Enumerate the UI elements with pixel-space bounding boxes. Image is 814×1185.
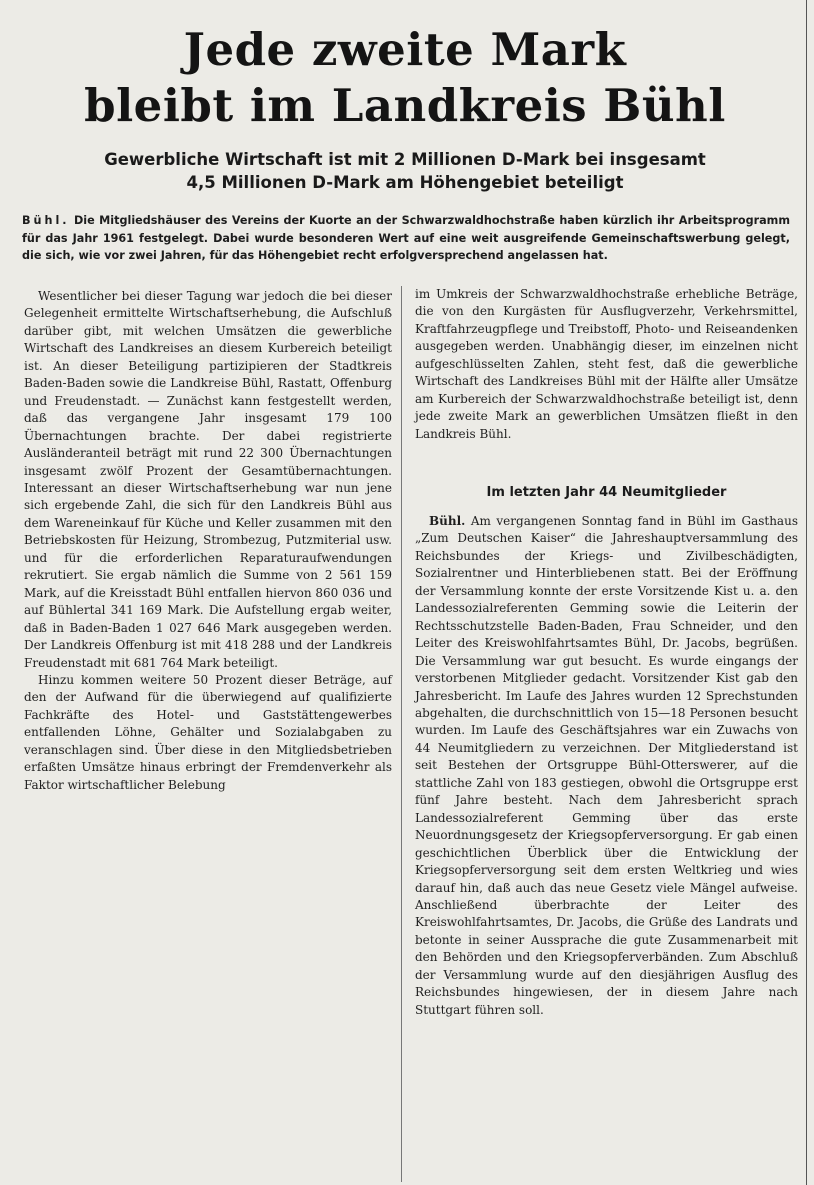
column-divider — [401, 286, 402, 1182]
article2-dateline: Bühl. — [429, 514, 466, 528]
headline-line-2: bleibt im Landkreis Bühl — [84, 79, 726, 132]
article2-text: Am vergangenen Sonntag fand in Bühl im Gasthaus „Zum Deutschen Kaiser“ die Jahreshauptversammlung des Reichsbundes der Kriegs- und Zivilbeschädigten, Sozialrentner und Hinterbliebenen statt. Bei der Eröffnung der Versammlung konnte der erste Vorsitzende Kist u. a. den Landessozialreferenten Gemming sowie die Leiterin der Rechtsschutzstelle Baden-Baden, Frau Schneider, und den Leiter des Kreiswohlfahrtsamtes Bühl, Dr. Jacobs, begrüßen. Die Versammlung war gut besucht. Es wurde eingangs der verstorbenen Mitglieder gedacht. Vorsitzender Kist gab den Jahresbericht. Im Laufe des Jahres wurden 12 Sprechstunden abgehalten, die durchschnittlich von 15—18 Personen besucht wurden. Im Laufe des Geschäftsjahres war ein Zuwachs von 44 Neumitgliedern zu verzeichnen. Der Mitgliederstand ist seit Bestehen der Ortsgruppe Bühl-Otterswerer, auf die stattliche Zahl von 183 gestiegen, obwohl die Ortsgruppe erst fünf Jahre besteht. Nach dem Jahresbericht sprach Landessozialreferent Gemming über das erste Neuordnungsgesetz der Kriegsopferversorgung. Er gab einen geschichtlichen Überblick über die Entwicklung der Kriegsopferversorgung seit dem ersten Weltkrieg und wies darauf hin, daß auch das neue Gesetz viele Mängel aufweise. Anschließend überbrachte der Leiter des Kreiswohlfahrtsamtes, Dr. Jacobs, die Grüße des Landrats und betonte in seiner Aussprache die gute Zusammenarbeit mit den Behörden und den Kriegsopferverbänden. Zum Abschluß der Versammlung wurde auf den diesjährigen Ausflug des Reichsbundes hingewiesen, der in diesem Jahre nach Stuttgart führen soll. — [415, 514, 798, 1017]
article1-paragraph-3: im Umkreis der Schwarzwaldhochstraße erhebliche Beträge, die von den Kurgästen für Ausflugverzehr, Verkehrsmittel, Kraftfahrzeugpflege und Treibstoff, Photo- und Reiseandenken ausgegeben werden. Unabhängig dieser, im einzelnen nicht aufgeschlüsselten Zahlen, steht fest, daß die gewerbliche Wirtschaft des Landkreises Bühl mit der Hälfte aller Umsätze am Kurbereich der Schwarzwaldhochstraße beteiligt ist, denn jede zweite Mark an gewerblichen Umsätzen fließt in den Landkreis Bühl. — [415, 287, 798, 441]
article1-paragraph-2: Hinzu kommen weitere 50 Prozent dieser Beträge, auf den der Aufwand für die überwiegend auf qualifizierte Fachkräfte des Hotel- und Gaststättengewerbes entfallenden Löhne, Gehälter und Sozialabgaben zu veranschlagen sind. Über diese in den Mitgliedsbetrieben erfaßten Umsätze hinaus erbringt der Fremdenverkehr als Faktor wirtschaftlicher Belebung — [24, 672, 392, 792]
article2-title: Im letzten Jahr 44 Neumitglieder — [486, 485, 727, 500]
headline — [20, 22, 790, 134]
lead-paragraph — [22, 212, 790, 265]
subheadline-line-1: Gewerbliche Wirtschaft ist mit 2 Millionen D-Mark bei insgesamt — [104, 150, 706, 169]
page-edge-rule — [806, 0, 807, 1185]
article1-paragraph-1: Wesentlicher bei dieser Tagung war jedoch die bei dieser Gelegenheit ermittelte Wirtschaftserhebung, die Aufschluß darüber gibt, mit welchen Umsätzen die gewerbliche Wirtschaft des Landkreises an diesem Kurbereich beteiligt ist. An dieser Beteiligung partizipieren der Stadtkreis Baden-Baden sowie die Landkreise Bühl, Rastatt, Offenburg und Freudenstadt. — Zunächst kann festgestellt werden, daß das vergangene Jahr insgesamt 179 100 Übernachtungen brachte. Der dabei registrierte Ausländeranteil beträgt mit rund 22 300 Übernachtungen insgesamt zwölf Prozent der Gesamtübernachtungen. Interessant an dieser Wirtschaftserhebung war nun jene sich ergebende Zahl, die sich für den Landkreis Bühl aus dem Wareneinkauf für Küche und Keller zusammen mit den Betriebskosten für Heizung, Strombezug, Putzmiterial usw. und für die erforderlichen Reparaturaufwendungen rekrutiert. Sie ergab nämlich die Summe von 2 561 159 Mark, auf die Kreisstadt Bühl entfallen hiervon 860 036 und auf Bühlertal 341 169 Mark. Die Aufstellung ergab weiter, daß in Baden-Baden 1 027 646 Mark ausgegeben werden. Der Landkreis Offenburg ist mit 418 288 und der Landkreis Freudenstadt mit 681 764 Mark beteiligt. — [24, 289, 392, 670]
subheadline-line-2: 4,5 Millionen D-Mark am Höhengebiet beteiligt — [186, 173, 624, 192]
article2-paragraph — [415, 513, 798, 1019]
lead-dateline: Bühl. — [22, 214, 70, 227]
article-column-1 — [24, 288, 392, 794]
lead-text: Die Mitgliedshäuser des Vereins der Kuorte an der Schwarzwaldhochstraße haben kürzlich ihr Arbeitsprogramm für das Jahr 1961 festgelegt. Dabei wurde besonderen Wert auf eine weit ausgreifende Gemeinschaftswerbung gelegt, die sich, wie vor zwei Jahren, für das Höhengebiet recht erfolgversprechend angelassen hat. — [22, 214, 790, 262]
headline-line-1: Jede zweite Mark — [183, 23, 627, 76]
article2-body — [415, 513, 798, 1019]
article-column-2-continuation — [415, 286, 798, 443]
subheadline — [20, 148, 790, 194]
